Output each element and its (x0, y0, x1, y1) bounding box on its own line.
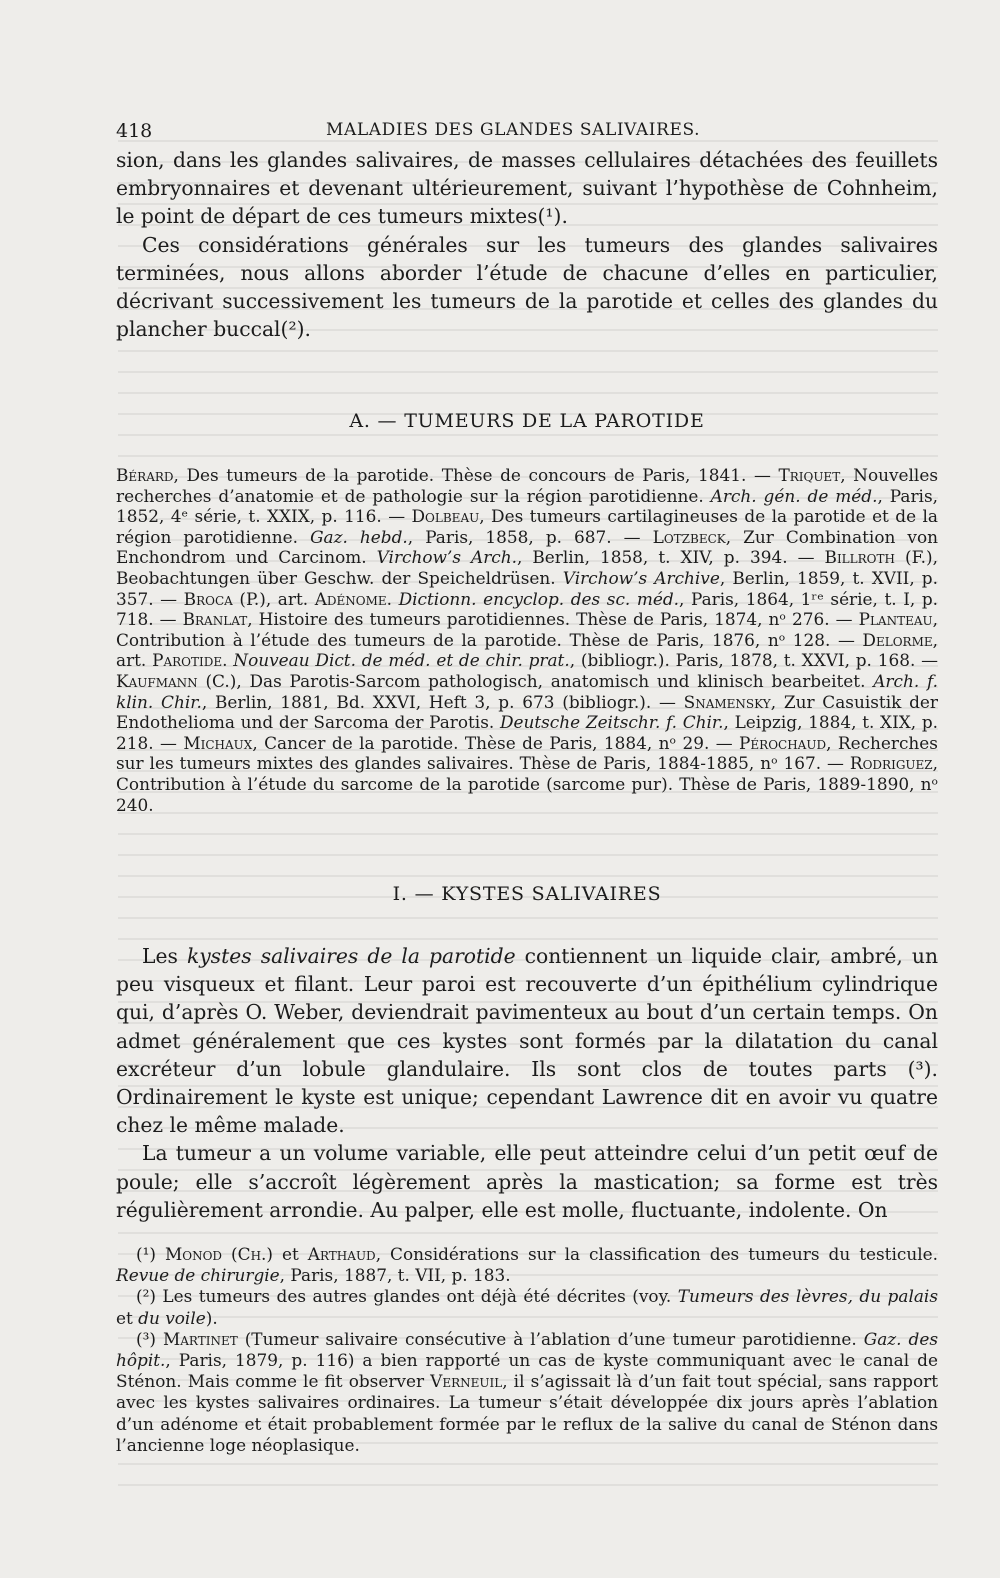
article-title: Parotide (152, 650, 223, 671)
running-head (116, 120, 936, 144)
author: Kaufmann (116, 670, 198, 691)
journal-title: Deutsche Zeitschr. f. Chir. (499, 712, 724, 733)
footnotes (116, 1244, 938, 1456)
intro-paragraph-2: Ces considérations générales sur les tumeurs des glandes salivaires terminées, nous allons aborder l’étude de chacune d’elles en particulier, décrivant successivement les tumeurs de la parotide et celles des glandes du plancher buccal(²). (116, 232, 938, 342)
page-number: 418 (116, 120, 153, 142)
intro-text (116, 146, 938, 343)
journal-title: Nouveau Dict. de méd. et de chir. prat. (233, 650, 570, 671)
author: Delorme (862, 629, 933, 650)
author: Snamensky (683, 691, 771, 712)
author: Planteau (858, 609, 933, 630)
author: Broca (183, 588, 233, 609)
author: Billroth (824, 547, 895, 568)
footnote-ref-1: (¹) (537, 204, 562, 229)
section-1-text (116, 942, 938, 1224)
footnote-2: (²) Les tumeurs des autres glandes ont déjà été décrites (voy. Tumeurs des lèvres, du palais et du voile). (116, 1286, 938, 1328)
author: Bérard (116, 465, 174, 485)
journal-title: Virchow’s Archive (562, 567, 720, 588)
intro-paragraph-1: sion, dans les glandes salivaires, de masses cellulaires détachées des feuillets embryonnaires et devenant ultérieurement, suivant l’hypothèse de Cohnheim, le point de départ de ces tumeurs mixtes(¹). (116, 148, 938, 229)
author: Rodriguez (849, 753, 933, 774)
journal-title: Gaz. hebd. (310, 526, 408, 547)
author: Branlat (182, 609, 248, 630)
section-heading-a: A. — TUMEURS DE LA PAROTIDE (349, 410, 705, 432)
author: Triquet (778, 465, 841, 485)
running-title: MALADIES DES GLANDES SALIVAIRES. (326, 120, 701, 140)
footnote-1: (¹) Monod (Ch.) et Arthaud, Considérations sur la classification des tumeurs du testicule. Revue de chirurgie, Paris, 1887, t. VII, p. 183. (116, 1244, 938, 1286)
footnote-ref-3: (³) (907, 1056, 932, 1081)
journal-title: Virchow’s Arch. (376, 547, 518, 568)
article-title: Adénome (314, 588, 387, 609)
section-1-paragraph-1: Les kystes salivaires de la parotide contiennent un liquide clair, ambré, un peu visqueux et filant. Leur paroi est recouverte d’un épithélium cylindrique qui, d’après O. Weber, deviendrait pavimenteux au bout d’un certain temps. On admet généralement que ces kystes sont formés par la dilatation du canal excréteur d’un lobule glandulaire. Ils sont clos de toutes parts (³). Ordinairement le kyste est unique; cependant Lawrence dit en avoir vu quatre chez le même malade. (116, 944, 939, 1138)
footnote-ref-2: (²) (280, 317, 305, 342)
section-heading-1: I. — KYSTES SALIVAIRES (392, 883, 662, 905)
footnote-3: (³) Martinet (Tumeur salivaire consécutive à l’ablation d’une tumeur parotidienne. Gaz. des hôpit., Paris, 1879, p. 116) a bien rapporté un cas de kyste communiquant avec le canal de Sténon. Mais comme le fit observer Verneuil, il s’agissait là d’un fait tout spécial, sans rapport avec les kystes salivaires ordinaires. La tumeur s’était développée dix jours après l’ablation d’un adénome et était probablement formée par le reflux de la salive du canal de Sténon dans l’ancienne loge néoplasique. (116, 1328, 938, 1455)
journal-title: Dictionn. encyclop. des sc. méd. (398, 588, 680, 609)
author: Michaux (183, 732, 253, 753)
journal-title: Arch. gén. de méd. (710, 485, 878, 506)
section-1-paragraph-2: La tumeur a un volume variable, elle peut atteindre celui d’un petit œuf de poule; elle s’accroît légèrement après la mastication; sa forme est très régulièrement arrondie. Au palper, elle est molle, fluctuante, indolente. On (116, 1141, 938, 1222)
bibliography: Bérard, Des tumeurs de la parotide. Thèse de concours de Paris, 1841. — Triquet, Nouvelles recherches d’anatomie et de pathologie sur la région parotidienne. Arch. gén. de méd., Paris, 1852, 4ᵉ série, t. XXIX, p. 116. — Dolbeau, Des tumeurs cartilagineuses de la parotide et de la région parotidienne. Gaz. hebd., Paris, 1858, p. 687. — Lotzbeck, Zur Combination von Enchondrom und Carcinom. Virchow’s Arch., Berlin, 1858, t. XIV, p. 394. — Billroth (F.), Beobachtungen über Geschw. der Speicheldrüsen. Virchow’s Archive, Berlin, 1859, t. XVII, p. 357. — Broca (P.), art. Adénome. Dictionn. encyclop. des sc. méd., Paris, 1864, 1ʳᵉ série, t. I, p. 718. — Branlat, Histoire des tumeurs parotidiennes. Thèse de Paris, 1874, nᵒ 276. — Planteau, Contribution à l’étude des tumeurs de la parotide. Thèse de Paris, 1876, nᵒ 128. — Delorme, art. Parotide. Nouveau Dict. de méd. et de chir. prat., (bibliogr.). Paris, 1878, t. XXVI, p. 168. — Kaufmann (C.), Das Parotis-Sarcom pathologisch, anatomisch und klinisch bearbeitet. Arch. f. klin. Chir., Berlin, 1881, Bd. XXVI, Heft 3, p. 673 (bibliogr.). — Snamensky, Zur Casuistik der Endothelioma und der Sarcoma der Parotis. Deutsche Zeitschr. f. Chir., Leipzig, 1884, t. XIX, p. 218. — Michaux, Cancer de la parotide. Thèse de Paris, 1884, nᵒ 29. — Pérochaud, Recherches sur les tumeurs mixtes des glandes salivaires. Thèse de Paris, 1884-1885, nᵒ 167. — Rodriguez, Contribution à l’étude du sarcome de la parotide (sarcome pur). Thèse de Paris, 1889-1890, nᵒ 240. (116, 465, 939, 815)
journal-title: Arch. f. klin. Chir. (116, 670, 938, 712)
author: Lotzbeck (652, 526, 726, 547)
emphasis: kystes salivaires de la parotide (186, 944, 516, 968)
author: Pérochaud (739, 732, 827, 753)
author: Dolbeau (411, 506, 480, 527)
